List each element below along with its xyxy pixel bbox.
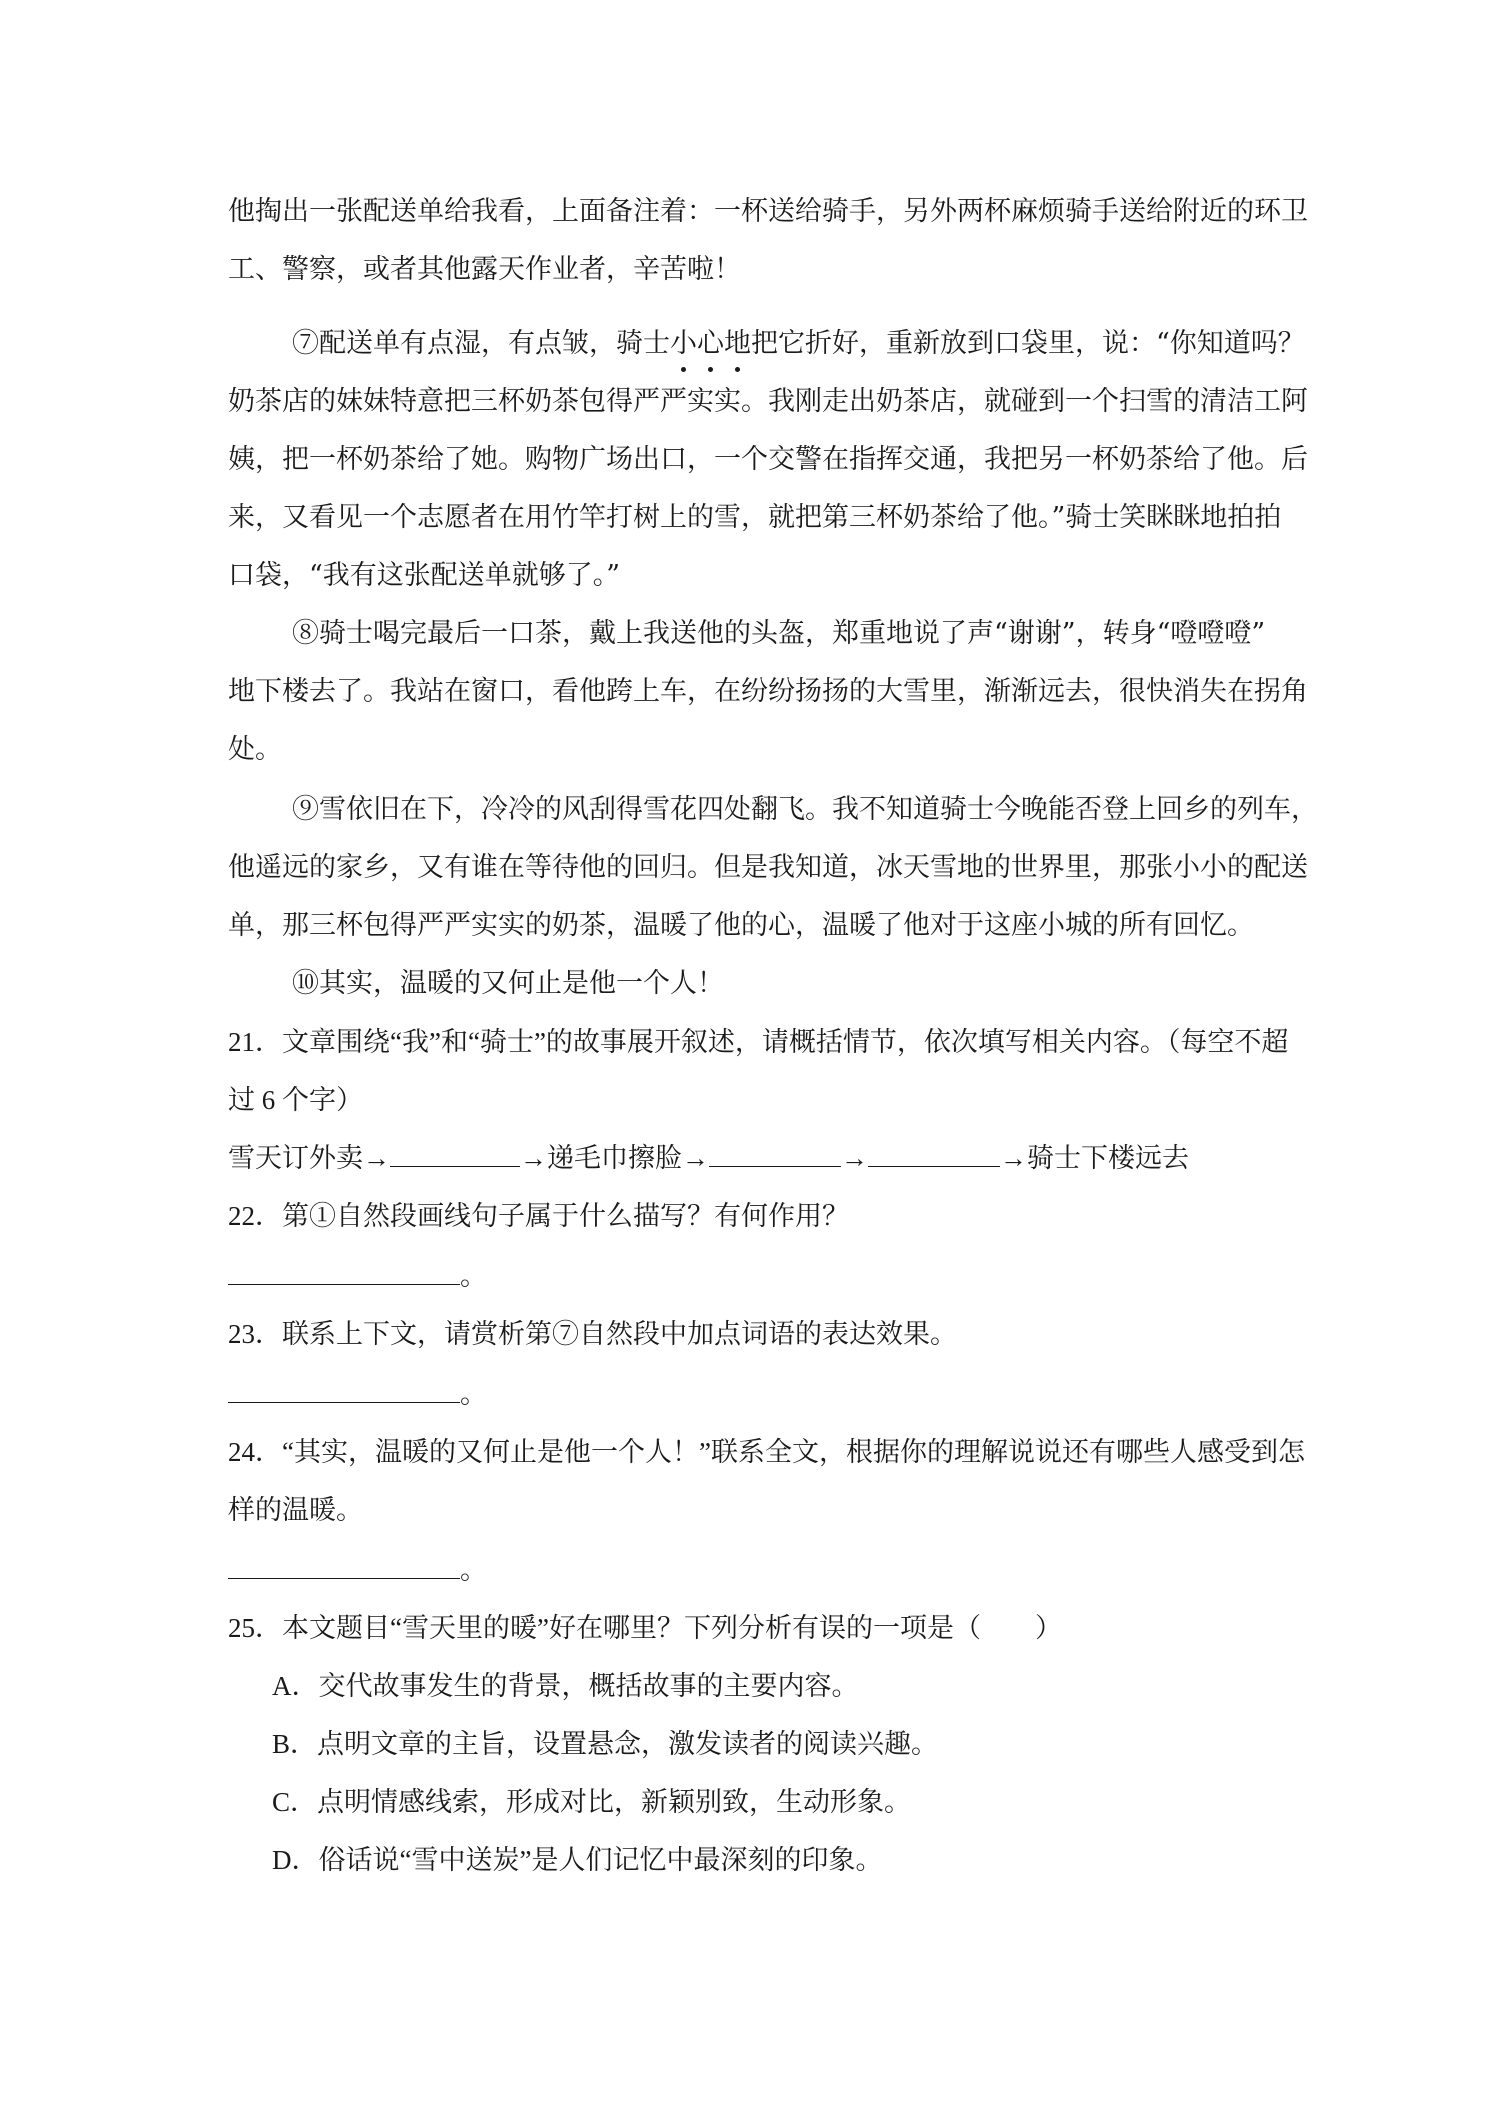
passage-line: 处。 — [228, 734, 282, 765]
question-21: 21．文章围绕“我”和“骑士”的故事展开叙述，请概括情节，依次填写相关内容。（每空不超 — [228, 1027, 1289, 1057]
answer-line-24 — [228, 1550, 487, 1590]
question-24-cont: 样的温暖。 — [228, 1495, 363, 1525]
passage-text: ⑦配送单有点湿，有点皱，骑士 — [292, 328, 670, 359]
option-c[interactable]: C．点明情感线索，形成对比，新颖别致，生动形象。 — [272, 1787, 912, 1817]
passage-line: 姨，把一杯奶茶给了她。购物广场出口，一个交警在指挥交通，我把另一杯奶茶给了他。后 — [228, 444, 1308, 475]
question-24: 24．“其实，温暖的又何止是他一个人！”联系全文，根据你的理解说说还有哪些人感受到怎 — [228, 1437, 1305, 1467]
answer-blank[interactable] — [709, 1138, 841, 1167]
chain-text: → — [841, 1143, 868, 1173]
passage-line: 单，那三杯包得严严实实的奶茶，温暖了他的心，温暖了他对于这座小城的所有回忆。 — [228, 910, 1254, 941]
chain-text: 雪天订外卖→ — [228, 1143, 390, 1173]
answer-blank[interactable] — [390, 1138, 520, 1167]
answer-blank[interactable] — [228, 1550, 460, 1579]
chain-text: →骑士下楼远去 — [1000, 1143, 1189, 1173]
answer-blank[interactable] — [228, 1374, 460, 1403]
passage-line: 来，又看见一个志愿者在用竹竿打树上的雪，就把第三杯奶茶给了他。”骑士笑眯眯地拍拍 — [228, 502, 1282, 533]
option-b[interactable]: B．点明文章的主旨，设置悬念，激发读者的阅读兴趣。 — [272, 1729, 939, 1759]
emphasis-dot-char: 心 — [697, 324, 724, 364]
passage-line: ⑧骑士喝完最后一口茶，戴上我送他的头盔，郑重地说了声“谢谢”，转身“噔噔噔” — [292, 618, 1266, 649]
paragraph-7-line-1 — [292, 324, 1305, 364]
question-22: 22．第①自然段画线句子属于什么描写？有何作用？ — [228, 1201, 849, 1231]
passage-line: 地下楼去了。我站在窗口，看他跨上车，在纷纷扬扬的大雪里，渐渐远去，很快消失在拐角 — [228, 676, 1308, 707]
answer-period: 。 — [460, 1379, 487, 1409]
passage-line: ⑩其实，温暖的又何止是他一个人！ — [292, 968, 724, 999]
question-25: 25．本文题目“雪天里的暖”好在哪里？下列分析有误的一项是（ ） — [228, 1613, 1062, 1643]
passage-line: 他掏出一张配送单给我看，上面备注着：一杯送给骑手，另外两杯麻烦骑手送给附近的环卫 — [228, 196, 1308, 227]
emphasis-dot-char: 地 — [724, 324, 751, 364]
passage-line: ⑨雪依旧在下，冷冷的风刮得雪花四处翻飞。我不知道骑士今晚能否登上回乡的列车， — [292, 794, 1318, 825]
answer-line-22 — [228, 1256, 487, 1296]
passage-line: 口袋，“我有这张配送单就够了。” — [228, 560, 621, 591]
chain-text: →递毛巾擦脸→ — [520, 1143, 709, 1173]
passage-line: 他遥远的家乡，又有谁在等待他的回归。但是我知道，冰天雪地的世界里，那张小小的配送 — [228, 852, 1308, 883]
option-a[interactable]: A．交代故事发生的背景，概括故事的主要内容。 — [272, 1671, 859, 1701]
option-d[interactable]: D．俗话说“雪中送炭”是人们记忆中最深刻的印象。 — [272, 1845, 883, 1875]
answer-line-23 — [228, 1374, 487, 1414]
answer-period: 。 — [460, 1555, 487, 1585]
answer-blank[interactable] — [868, 1138, 1000, 1167]
passage-line: 奶茶店的妹妹特意把三杯奶茶包得严严实实。我刚走出奶茶店，就碰到一个扫雪的清洁工阿 — [228, 386, 1308, 417]
answer-period: 。 — [460, 1261, 487, 1291]
answer-blank[interactable] — [228, 1256, 460, 1285]
question-23: 23．联系上下文，请赏析第⑦自然段中加点词语的表达效果。 — [228, 1319, 957, 1349]
question-21-cont: 过 6 个字） — [228, 1085, 363, 1115]
passage-line: 工、警察，或者其他露天作业者，辛苦啦！ — [228, 254, 741, 285]
question-21-chain — [228, 1138, 1189, 1178]
passage-text: 把它折好，重新放到口袋里，说：“你知道吗？ — [751, 328, 1305, 359]
emphasis-dot-char: 小 — [670, 324, 697, 364]
